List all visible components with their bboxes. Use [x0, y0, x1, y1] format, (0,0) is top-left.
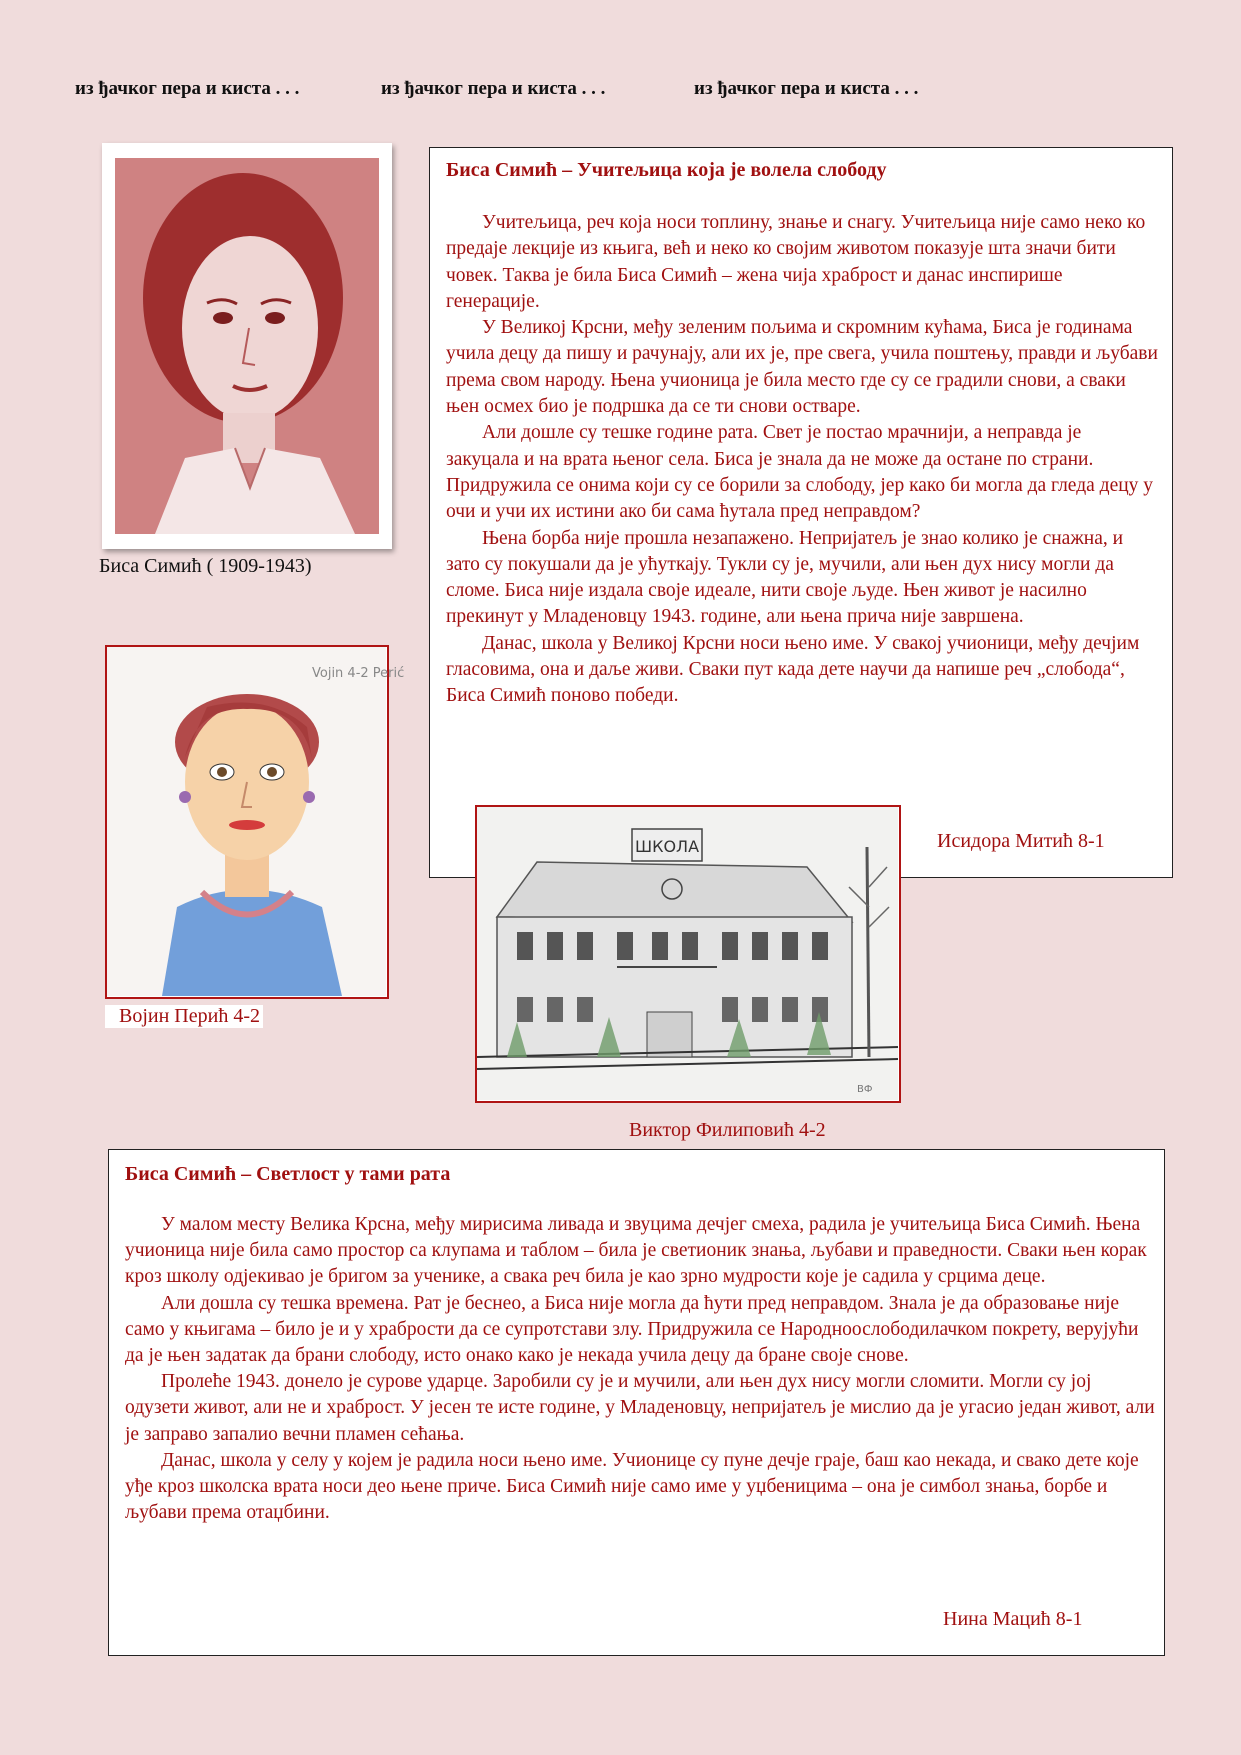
article-1-body: [446, 210, 1158, 710]
page-header: [75, 78, 918, 100]
article-box-2: [108, 1149, 1165, 1656]
article-1-author: Исидора Митић 8-1: [937, 830, 1105, 852]
article-2-body: [125, 1212, 1155, 1526]
article-2-paragraph: Данас, школа у селу у којем је радила носи њено име. Учионице су пуне дечје граје, баш као некада, и свако дете које уђе кроз школска врата носи део њене приче. Биса Симић није само име у уџбеницима – она је симбол знања, борбе и љубави према отаџбини.: [125, 1449, 1139, 1524]
article-1-paragraph: Данас, школа у Великој Крсни носи њено име. У свакој учионици, међу дечјим гласовима, она и даље живи. Сваки пут када дете научи да напише реч „слобода“, Биса Симић поново победи.: [446, 632, 1140, 707]
drawing-2-caption: Виктор Филиповић 4-2: [629, 1119, 826, 1141]
header-text-2: из ђачког пера и киста . . .: [381, 78, 606, 99]
article-1-paragraph: Али дошле су тешке године рата. Свет је постао мрачнији, а неправда је закуцала и на врата њеног села. Биса је знала да не може да остане по страни. Придружила се онима који су се борили за слободу, јер како би могла да гледа децу у очи и учи их истини ако би сама ћутала пред неправдом?: [446, 422, 1154, 523]
article-box-1: [429, 147, 1173, 878]
header-text-1: из ђачког пера и киста . . .: [75, 78, 300, 99]
portrait-photo-icon: [115, 158, 379, 534]
article-1-paragraph: У Великој Крсни, међу зеленим пољима и скромним кућама, Биса је годинама учила децу да пишу и рачунају, али их је, пре свега, учила поштењу, правди и љубави према свом народу. Њена учионица је била место где су се градили снови, а сваки њен осмех био је подршка да се ти снови остваре.: [446, 317, 1158, 418]
article-2-title: Биса Симић – Светлост у тами рата: [125, 1163, 451, 1185]
school-sign-text: ШКОЛА: [634, 837, 700, 856]
school-drawing: [475, 805, 901, 1103]
drawing-2-mark: ВФ: [857, 1084, 873, 1095]
school-building-drawing-icon: [477, 807, 898, 1100]
article-2-paragraph: У малом месту Велика Крсна, међу мирисима ливада и звуцима дечјег смеха, радила је учитељица Биса Симић. Њена учионица није била само простор са клупама и таблом – била је светионик знања, љубави и праведности. Сваки њен корак кроз школу одјекивао је бригом за ученике, а свака реч била је као зрно мудрости које је садила у срцима деце.: [125, 1214, 1147, 1288]
drawing-1-caption: Војин Перић 4-2: [105, 1005, 263, 1028]
portrait-caption: Биса Симић ( 1909-1943): [99, 555, 312, 577]
article-1-paragraph: Учитељица, реч која носи топлину, знање и снагу. Учитељица није само неко ко предаје лекције из књига, већ и неко ко својим животом показује шта значи бити човек. Таква је била Биса Симић – жена чија храброст и данас инспирише генерације.: [446, 212, 1146, 312]
child-portrait-drawing: [105, 645, 405, 999]
article-1-title: Биса Симић – Учитељица која је волела слободу: [446, 159, 887, 181]
article-2-paragraph: Пролеће 1943. донело је сурове ударце. Заробили су је и мучили, али њен дух нису могли сломити. Могли су јој одузети живот, али не и храброст. У јесен те исте године, у Младеновцу, непријатељ је мислио да је угасио један живот, али је заправо запалио вечни пламен сећања.: [125, 1371, 1155, 1445]
header-text-3: из ђачког пера и киста . . .: [694, 78, 919, 99]
portrait-photo-frame: [102, 143, 392, 549]
article-2-author: Нина Мацић 8-1: [943, 1608, 1083, 1630]
article-1-paragraph: Њена борба није прошла незапажено. Непријатељ је знао колико је снажна, и зато су покушали да је ућуткају. Тукли су је, мучили, али њен дух нису могли да сломе. Биса није издала своје идеале, нити своје људе. Њен живот је насилно прекинут у Младеновцу 1943. године, али њена прича није завршена.: [446, 527, 1124, 628]
article-2-paragraph: Али дошла су тешка времена. Рат је беснео, а Биса није могла да ћути пред неправдом. Знала је да образовање није само у књигама – било је и у храбрости да се супротстави злу. Придружила се Народноослободилачком покрету, верујући да је њен задатак да брани слободу, исто онако како је некада учила децу да бране своје снове.: [125, 1292, 1139, 1367]
woman-portrait-drawing-icon: [107, 647, 405, 996]
drawing-1-signature: Vojin 4-2 Perić: [312, 666, 405, 681]
